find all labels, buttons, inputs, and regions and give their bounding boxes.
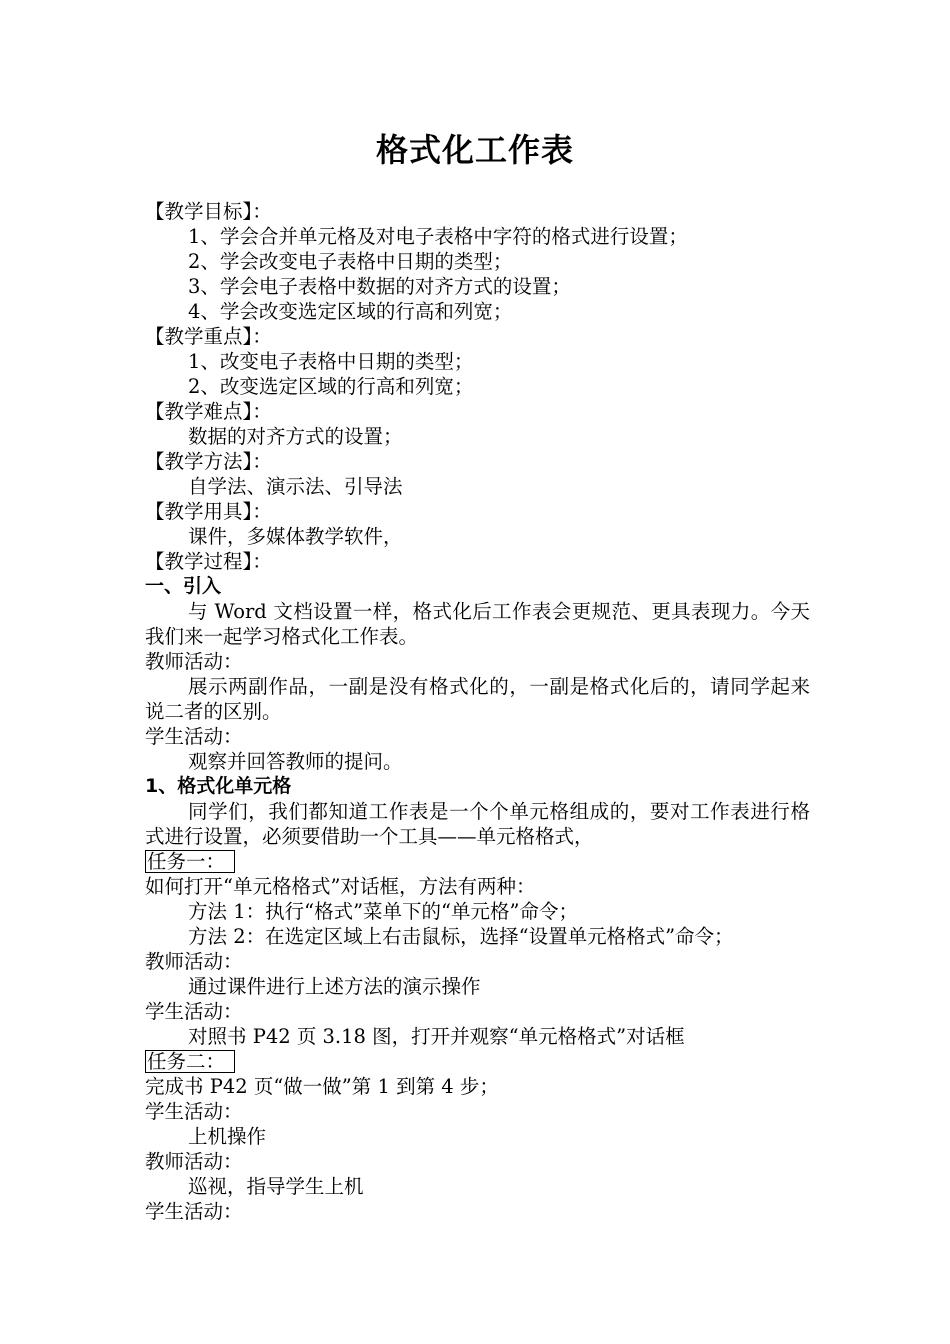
indented-line: 观察并回答教师的提问。 — [188, 750, 403, 773]
document-body — [145, 199, 810, 1224]
indented-line: 2、学会改变电子表格中日期的类型； — [188, 250, 513, 273]
indented-line: 方法 2：在选定区域上右击鼠标，选择“设置单元格格式”命令； — [188, 925, 734, 948]
text-line: 学生活动： — [145, 1200, 243, 1223]
text-line: 学生活动： — [145, 725, 243, 748]
task-heading — [145, 849, 810, 874]
text-line: 如何打开“单元格格式”对话框，方法有两种： — [145, 875, 536, 898]
text-line: 学生活动： — [145, 1000, 243, 1023]
text-line: 【教学重点】： — [145, 325, 272, 348]
document-title: 格式化工作表 — [375, 131, 574, 169]
indented-line: 1、学会合并单元格及对电子表格中字符的格式进行设置； — [188, 225, 688, 248]
text-line: 教师活动： — [145, 650, 243, 673]
indented-line: 3、学会电子表格中数据的对齐方式的设置； — [188, 275, 571, 298]
text-line: 【教学难点】： — [145, 400, 272, 423]
text-line: 【教学方法】： — [145, 450, 272, 473]
text-line: 【教学用具】： — [145, 500, 272, 523]
text-line: 学生活动： — [145, 1100, 243, 1123]
task-label-box: 任务一： — [145, 850, 235, 873]
indented-line: 巡视，指导学生上机 — [188, 1175, 364, 1198]
task-heading — [145, 1049, 810, 1074]
paragraph: 同学们，我们都知道工作表是一个个单元格组成的，要对工作表进行格式进行设置，必须要借助一个工具——单元格格式， — [145, 800, 810, 848]
section-heading: 1、格式化单元格 — [145, 775, 292, 797]
text-line: 完成书 P42 页“做一做”第 1 到第 4 步； — [145, 1075, 499, 1098]
paragraph: 与 Word 文档设置一样，格式化后工作表会更规范、更具表现力。今天我们来一起学习格式化工作表。 — [145, 600, 810, 648]
indented-line: 课件，多媒体教学软件， — [188, 525, 403, 548]
task-label-box: 任务二： — [145, 1050, 235, 1073]
paragraph: 展示两副作品，一副是没有格式化的，一副是格式化后的，请同学起来说二者的区别。 — [145, 675, 810, 723]
text-line: 教师活动： — [145, 950, 243, 973]
indented-line: 通过课件进行上述方法的演示操作 — [188, 975, 481, 998]
indented-line: 上机操作 — [188, 1125, 267, 1148]
text-line: 教师活动： — [145, 1150, 243, 1173]
indented-line: 自学法、演示法、引导法 — [188, 475, 403, 498]
indented-line: 4、学会改变选定区域的行高和列宽； — [188, 300, 513, 323]
indented-line: 对照书 P42 页 3.18 图，打开并观察“单元格格式”对话框 — [188, 1025, 685, 1048]
indented-line: 1、改变电子表格中日期的类型； — [188, 350, 474, 373]
indented-line: 数据的对齐方式的设置； — [188, 425, 403, 448]
indented-line: 2、改变选定区域的行高和列宽； — [188, 375, 474, 398]
text-line: 【教学目标】： — [145, 200, 272, 223]
section-heading: 一、引入 — [145, 575, 222, 597]
indented-line: 方法 1：执行“格式”菜单下的“单元格”命令； — [188, 900, 578, 923]
text-line: 【教学过程】： — [145, 550, 272, 573]
